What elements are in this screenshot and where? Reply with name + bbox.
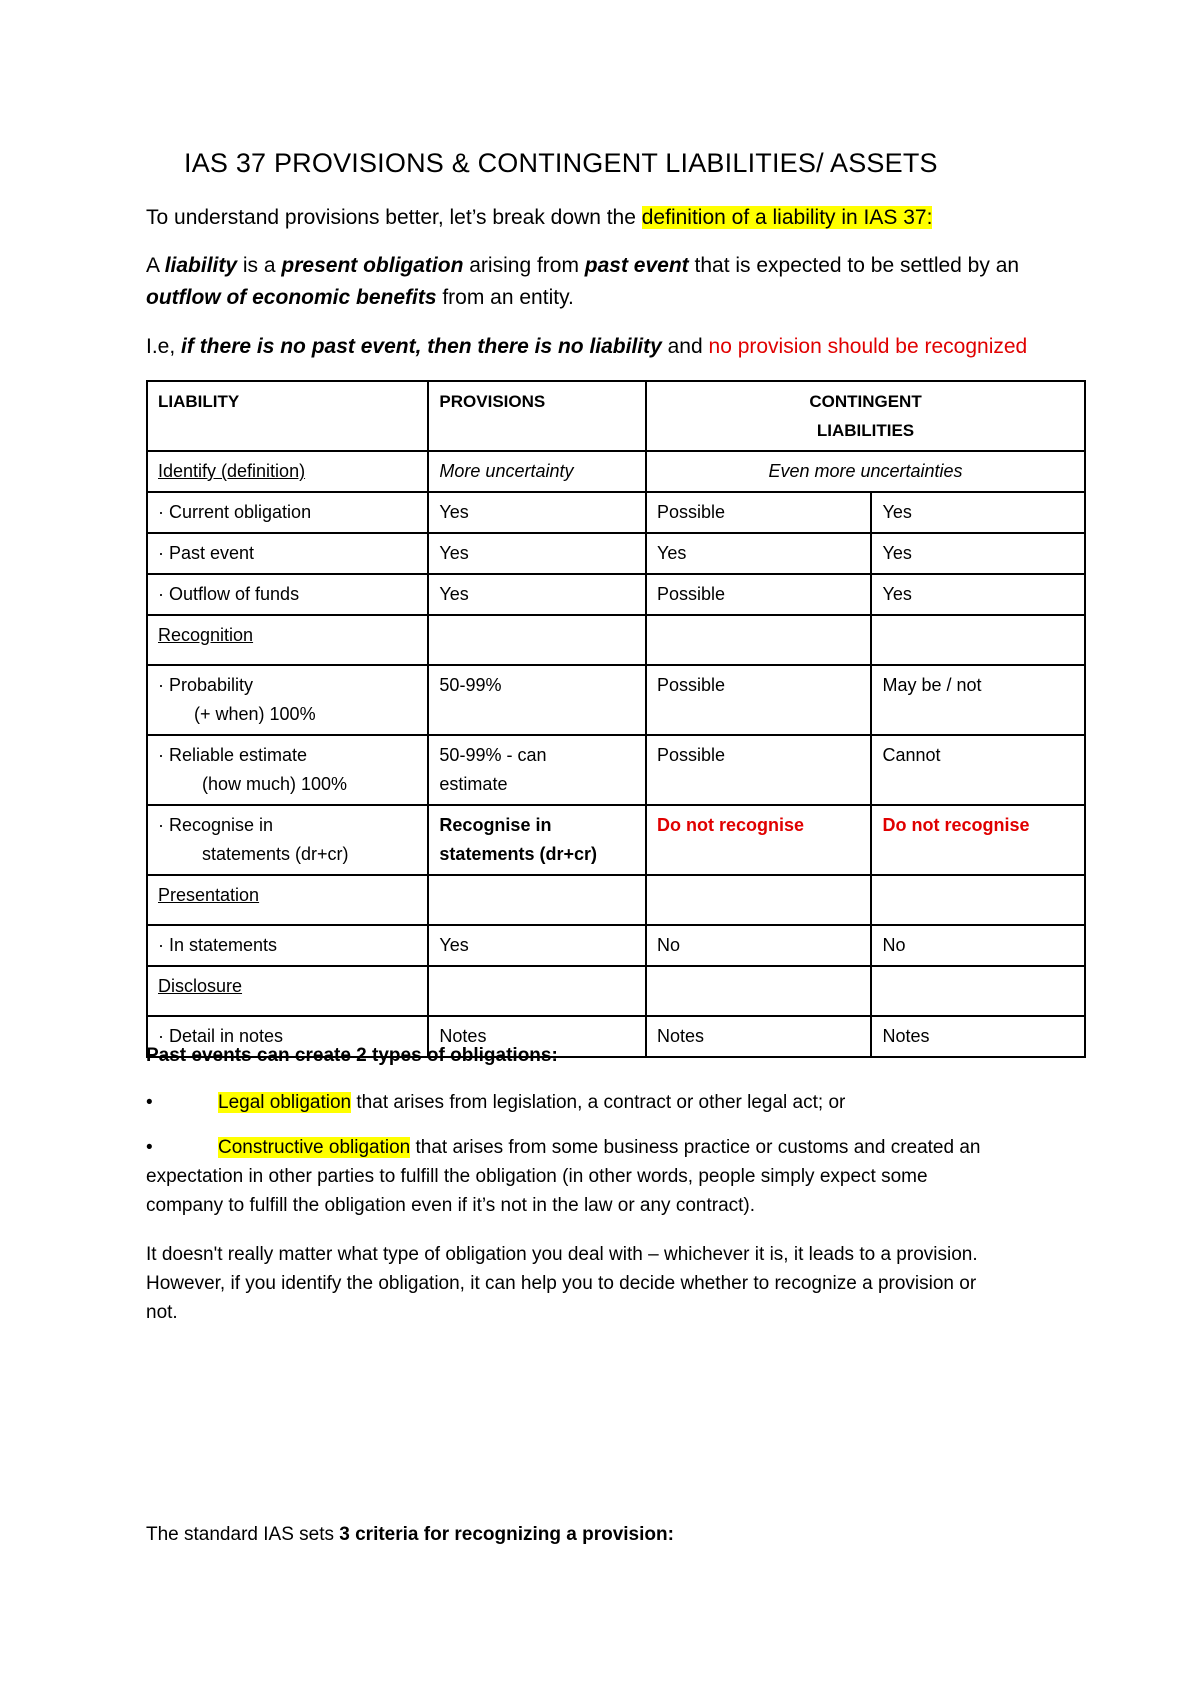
- past-events-heading: Past events can create 2 types of obligations:: [146, 1045, 558, 1066]
- header-liability: LIABILITY: [147, 381, 428, 451]
- intro-text: To understand provisions better, let’s break down the: [146, 206, 642, 229]
- recognise-line2: statements (dr+cr): [202, 844, 349, 864]
- legal-highlight: Legal obligation: [218, 1092, 352, 1113]
- ie-red-text: no provision should be recognized: [708, 335, 1028, 358]
- empty-cell: [871, 966, 1085, 1016]
- def-text: that is expected to be settled by an: [688, 254, 1020, 277]
- row-label: · Outflow of funds: [147, 574, 428, 615]
- identify-provisions: More uncertainty: [428, 451, 646, 492]
- constructive-line2: expectation in other parties to fulfill the obligation (in other words, people simply expect some: [146, 1166, 928, 1187]
- comparison-table: [146, 380, 1086, 1058]
- table-row: [147, 735, 1085, 805]
- estimate-provisions-line1: 50-99% - can: [439, 745, 547, 765]
- probability-line1: · Probability: [158, 675, 254, 695]
- recognise-provisions-line1: Recognise in: [439, 815, 552, 835]
- ie-prefix: I.e,: [146, 335, 182, 358]
- list-item-constructive: [146, 1133, 1086, 1220]
- in-statements-contingent-2: No: [871, 925, 1085, 966]
- section-recognition: Recognition: [147, 615, 428, 665]
- table-row: [147, 451, 1085, 492]
- recognise-provisions-line2: statements (dr+cr): [439, 844, 597, 864]
- detail-provisions: Notes: [428, 1016, 646, 1057]
- estimate-label: [147, 735, 428, 805]
- def-text: is a: [237, 254, 282, 277]
- def-text: A: [146, 254, 165, 277]
- bullet-icon: •: [146, 1137, 153, 1158]
- def-past-event: past event: [584, 254, 689, 277]
- row-contingent-1: Yes: [646, 533, 871, 574]
- probability-label: [147, 665, 428, 735]
- table-row: [147, 492, 1085, 533]
- table-row: [147, 925, 1085, 966]
- empty-cell: [428, 875, 646, 925]
- table-row: [147, 805, 1085, 875]
- in-statements-provisions: Yes: [428, 925, 646, 966]
- row-contingent-1: Possible: [646, 574, 871, 615]
- def-text: from an entity.: [436, 286, 574, 309]
- row-contingent-2: Yes: [871, 533, 1085, 574]
- def-present-obligation: present obligation: [281, 254, 464, 277]
- header-contingent-line2: LIABILITIES: [816, 421, 915, 440]
- page-title: IAS 37 PROVISIONS & CONTINGENT LIABILITIES/ ASSETS: [184, 148, 938, 178]
- ie-italic: if there is no past event, then there is no liability: [181, 335, 662, 358]
- header-contingent: [646, 381, 1085, 451]
- estimate-line2: (how much) 100%: [202, 774, 348, 794]
- empty-cell: [646, 966, 871, 1016]
- matter-line2: However, if you identify the obligation, it can help you to decide whether to recognize a provision or: [146, 1273, 977, 1294]
- row-provisions: Yes: [428, 533, 646, 574]
- section-disclosure: Disclosure: [147, 966, 428, 1016]
- estimate-contingent-1: Possible: [646, 735, 871, 805]
- criteria-prefix: The standard IAS sets: [146, 1524, 340, 1545]
- row-contingent-2: Yes: [871, 574, 1085, 615]
- table-row: [147, 533, 1085, 574]
- intro-highlight: definition of a liability in IAS 37:: [641, 206, 933, 229]
- row-label: · Past event: [147, 533, 428, 574]
- def-outflow: outflow of economic benefits: [146, 286, 437, 309]
- matter-line1: It doesn't really matter what type of obligation you deal with – whichever it is, it leads to a provision.: [146, 1244, 978, 1265]
- recognise-contingent-2: Do not recognise: [871, 805, 1085, 875]
- identify-contingent: Even more uncertainties: [646, 451, 1085, 492]
- row-provisions: Yes: [428, 574, 646, 615]
- identify-label: Identify (definition): [147, 451, 428, 492]
- in-statements-contingent-1: No: [646, 925, 871, 966]
- table-section-row: [147, 966, 1085, 1016]
- empty-cell: [871, 875, 1085, 925]
- table-row: [147, 574, 1085, 615]
- constructive-highlight: Constructive obligation: [218, 1137, 411, 1158]
- constructive-text: that arises from some business practice or customs and created an: [410, 1137, 981, 1158]
- estimate-line1: · Reliable estimate: [158, 745, 308, 765]
- list-item-legal: [146, 1088, 1086, 1117]
- recognise-line1: · Recognise in: [158, 815, 274, 835]
- empty-cell: [428, 615, 646, 665]
- empty-cell: [646, 875, 871, 925]
- header-contingent-line1: CONTINGENT: [809, 392, 922, 411]
- table-section-row: [147, 615, 1085, 665]
- bullet-icon: •: [146, 1092, 153, 1113]
- recognise-provisions: [428, 805, 646, 875]
- probability-contingent-1: Possible: [646, 665, 871, 735]
- empty-cell: [646, 615, 871, 665]
- table-header-row: [147, 381, 1085, 451]
- def-text: arising from: [463, 254, 585, 277]
- matter-paragraph: [146, 1240, 1086, 1327]
- legal-text: that arises from legislation, a contract or other legal act; or: [351, 1092, 846, 1113]
- matter-line3: not.: [146, 1302, 178, 1323]
- empty-cell: [428, 966, 646, 1016]
- probability-line2: (+ when) 100%: [194, 704, 316, 724]
- section-presentation: Presentation: [147, 875, 428, 925]
- ie-paragraph: [146, 331, 1086, 363]
- detail-contingent-1: Notes: [646, 1016, 871, 1057]
- in-statements-label: · In statements: [147, 925, 428, 966]
- detail-label: · Detail in notes: [147, 1016, 428, 1057]
- ie-and: and: [661, 335, 709, 358]
- empty-cell: [871, 615, 1085, 665]
- table-row: [147, 665, 1085, 735]
- intro-paragraph: [146, 202, 1086, 234]
- estimate-provisions: [428, 735, 646, 805]
- estimate-provisions-line2: estimate: [439, 774, 508, 794]
- recognise-contingent-1: Do not recognise: [646, 805, 871, 875]
- definition-paragraph: [146, 250, 1086, 314]
- row-contingent-2: Yes: [871, 492, 1085, 533]
- header-provisions: PROVISIONS: [428, 381, 646, 451]
- criteria-bold: 3 criteria for recognizing a provision:: [339, 1524, 674, 1545]
- row-label: · Current obligation: [147, 492, 428, 533]
- row-contingent-1: Possible: [646, 492, 871, 533]
- probability-provisions: 50-99%: [428, 665, 646, 735]
- recognise-label: [147, 805, 428, 875]
- constructive-line3: company to fulfill the obligation even if it’s not in the law or any contract).: [146, 1195, 756, 1216]
- detail-contingent-2: Notes: [871, 1016, 1085, 1057]
- row-provisions: Yes: [428, 492, 646, 533]
- probability-contingent-2: May be / not: [871, 665, 1085, 735]
- criteria-paragraph: [146, 1520, 1086, 1549]
- estimate-contingent-2: Cannot: [871, 735, 1085, 805]
- table-section-row: [147, 875, 1085, 925]
- def-liability: liability: [164, 254, 238, 277]
